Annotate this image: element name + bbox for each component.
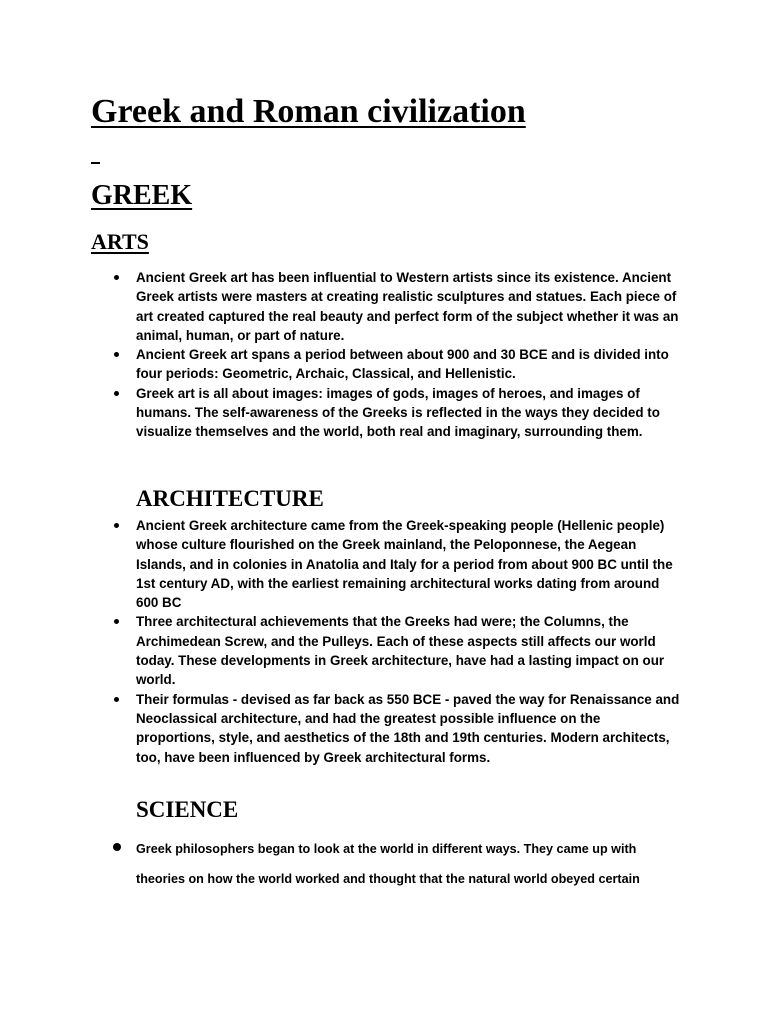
- science-list: [0, 834, 640, 894]
- document-title: Greek and Roman civilization: [91, 93, 526, 130]
- bullet-text: Ancient Greek architecture came from the Greek-speaking people (Hellenic people) whose culture flourished on the Greek mainland, the Peloponnese, the Aegean Islands, and in colonies in Anatolia and Italy for a period from about 900 BC until the 1st century AD, with the earliest remaining architectural works dating from around 600 BC: [136, 518, 673, 611]
- heading-architecture: ARCHITECTURE: [136, 486, 324, 511]
- bullet-text: Greek philosophers began to look at the world in different ways. They came up with theories on how the world worked and thought that the natural world obeyed certain: [136, 842, 640, 886]
- list-item: [0, 516, 673, 612]
- bullet-text: Greek art is all about images: images of gods, images of heroes, and images of humans. The self-awareness of the Greeks is reflected in the ways they decided to visualize themselves and the world, both real and imaginary, surrounding them.: [136, 385, 660, 440]
- list-item: [0, 834, 640, 894]
- heading-science: SCIENCE: [136, 797, 239, 822]
- list-item: [0, 268, 679, 345]
- bullet-text: Ancient Greek art spans a period between about 900 and 30 BCE and is divided into four periods: Geometric, Archaic, Classical, and Hellenistic.: [136, 347, 669, 382]
- heading-arts: ARTS: [91, 229, 149, 254]
- bullet-text: Ancient Greek art has been influential to Western artists since its existence. Ancient Greek artists were masters at creating realistic sculptures and statues. Each piece of art created captured the real beauty and perfect form of the subject whether it was an animal, human, or part of nature.: [136, 270, 679, 343]
- list-item: [0, 690, 680, 767]
- list-item: [0, 612, 665, 689]
- arts-list: [0, 268, 679, 442]
- section-heading-greek: GREEK: [91, 180, 193, 211]
- bullet-text: Their formulas - devised as far back as 550 BCE - paved the way for Renaissance and Neoclassical architecture, and had the greatest possible influence on the proportions, style, and aesthetics of the 18th and 19th centuries. Modern architects, too, have been influenced by Greek architectural forms.: [136, 691, 680, 765]
- bullet-text: Three architectural achievements that the Greeks had were; the Columns, the Archimedean Screw, and the Pulleys. Each of these aspects still affects our world today. These developments in Greek architecture, have had a lasting impact on our world.: [136, 614, 665, 688]
- architecture-list: [0, 516, 680, 767]
- list-item: [0, 345, 669, 384]
- underline-dash: [91, 162, 100, 164]
- list-item: [0, 384, 660, 442]
